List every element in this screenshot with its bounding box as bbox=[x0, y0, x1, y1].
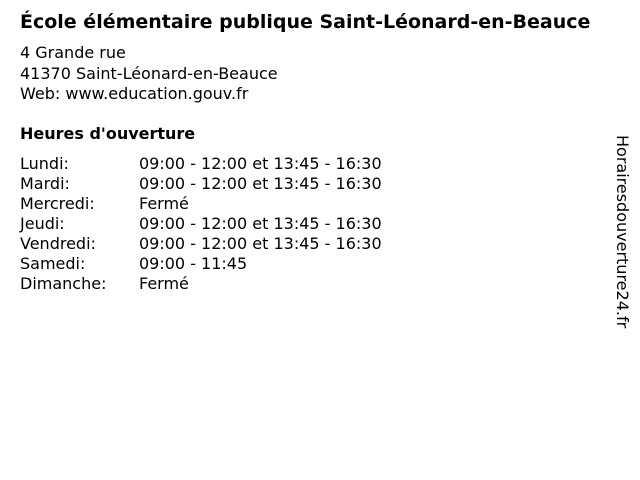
hours-value: Fermé bbox=[139, 194, 189, 213]
hours-value: 09:00 - 12:00 et 13:45 - 16:30 bbox=[139, 234, 382, 253]
school-address bbox=[20, 43, 278, 105]
hours-value: 09:00 - 12:00 et 13:45 - 16:30 bbox=[139, 214, 382, 233]
day-label: Jeudi: bbox=[20, 214, 65, 233]
day-label: Mercredi: bbox=[20, 194, 95, 213]
opening-hours-heading: Heures d'ouverture bbox=[20, 124, 196, 143]
school-title: École élémentaire publique Saint-Léonard-en-Beauce bbox=[20, 11, 591, 33]
day-label: Lundi: bbox=[20, 154, 69, 173]
hours-value: 09:00 - 12:00 et 13:45 - 16:30 bbox=[139, 154, 382, 173]
website-line[interactable]: Web: www.education.gouv.fr bbox=[20, 84, 249, 103]
hours-value: 09:00 - 12:00 et 13:45 - 16:30 bbox=[139, 174, 382, 193]
day-label: Mardi: bbox=[20, 174, 70, 193]
site-watermark: Horairesdouverture24.fr bbox=[613, 135, 632, 329]
day-label: Dimanche: bbox=[20, 274, 107, 293]
day-label: Samedi: bbox=[20, 254, 86, 273]
address-city: 41370 Saint-Léonard-en-Beauce bbox=[20, 63, 278, 83]
address-street: 4 Grande rue bbox=[20, 43, 126, 62]
day-label: Vendredi: bbox=[20, 234, 96, 253]
hours-value: 09:00 - 11:45 bbox=[139, 254, 248, 273]
hours-value: Fermé bbox=[139, 274, 189, 293]
